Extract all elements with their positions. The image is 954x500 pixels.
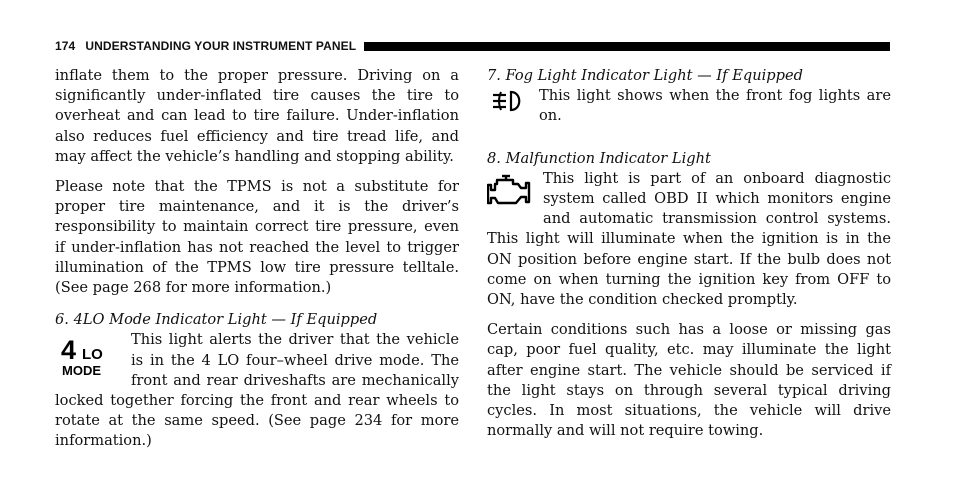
heading-fog-light: 7. Fog Light Indicator Light — If Equipped [487,67,803,84]
heading-4lo-mode: 6. 4LO Mode Indicator Light — If Equipped [55,311,378,329]
header-rule [364,42,890,51]
4lo-icon-lo: LO [82,346,103,364]
page-number: 174 [55,39,76,53]
paragraph-under-inflation: inflate them to the proper pressure. Driving on a significantly under-inflated tire causes the tire to overheat and can lead to tire failure. Under-inflation also reduces fuel efficiency and tire tread life, and may affect the vehicle’s handling and stopping ability. [55,67,459,165]
right-column [487,66,891,451]
heading-malfunction-light: 8. Malfunction Indicator Light [487,149,711,167]
4lo-icon-digit: 4 [61,336,77,366]
4lo-icon-mode: MODE [62,363,101,379]
check-engine-icon [487,171,531,209]
4lo-mode-icon [59,336,123,378]
paragraph-tpms-note: Please note that the TPMS is not a substitute for proper tire maintenance, and it is the driver’s responsibility to maintain correct tire pressure, even if under-inflation has not reached the level to trigger illumination of the TPMS low tire pressure telltale. (See page 268 for more information.) [55,178,459,297]
page-header [55,38,890,54]
left-column [55,66,459,462]
body-fog-light: This light shows when the front fog lights are on. [539,87,891,125]
body-4lo-mode: This light alerts the driver that the vehicle is in the 4 LO four–wheel drive mode. The front and rear driveshafts are mechanically locked together forcing the front and rear wheels to rotate at the same speed. (See page 234 for more information.) [55,331,459,450]
paragraph-gas-cap: Certain conditions such has a loose or missing gas cap, poor fuel quality, etc. may illuminate the light after engine start. The vehicle should be serviced if the light stays on through several typical driving cycles. In most situations, the vehicle will drive normally and will not require towing. [487,321,891,440]
section-title: UNDERSTANDING YOUR INSTRUMENT PANEL [85,39,357,53]
fog-light-icon [491,89,525,113]
body-malfunction-light: This light is part of an onboard diagnostic system called OBD II which monitors engine and automatic transmission control systems. This light will illuminate when the ignition is in the ON position before engine start. If the bulb does not come on when turning the ignition key from OFF to ON, have the condition checked promptly. [487,169,891,309]
